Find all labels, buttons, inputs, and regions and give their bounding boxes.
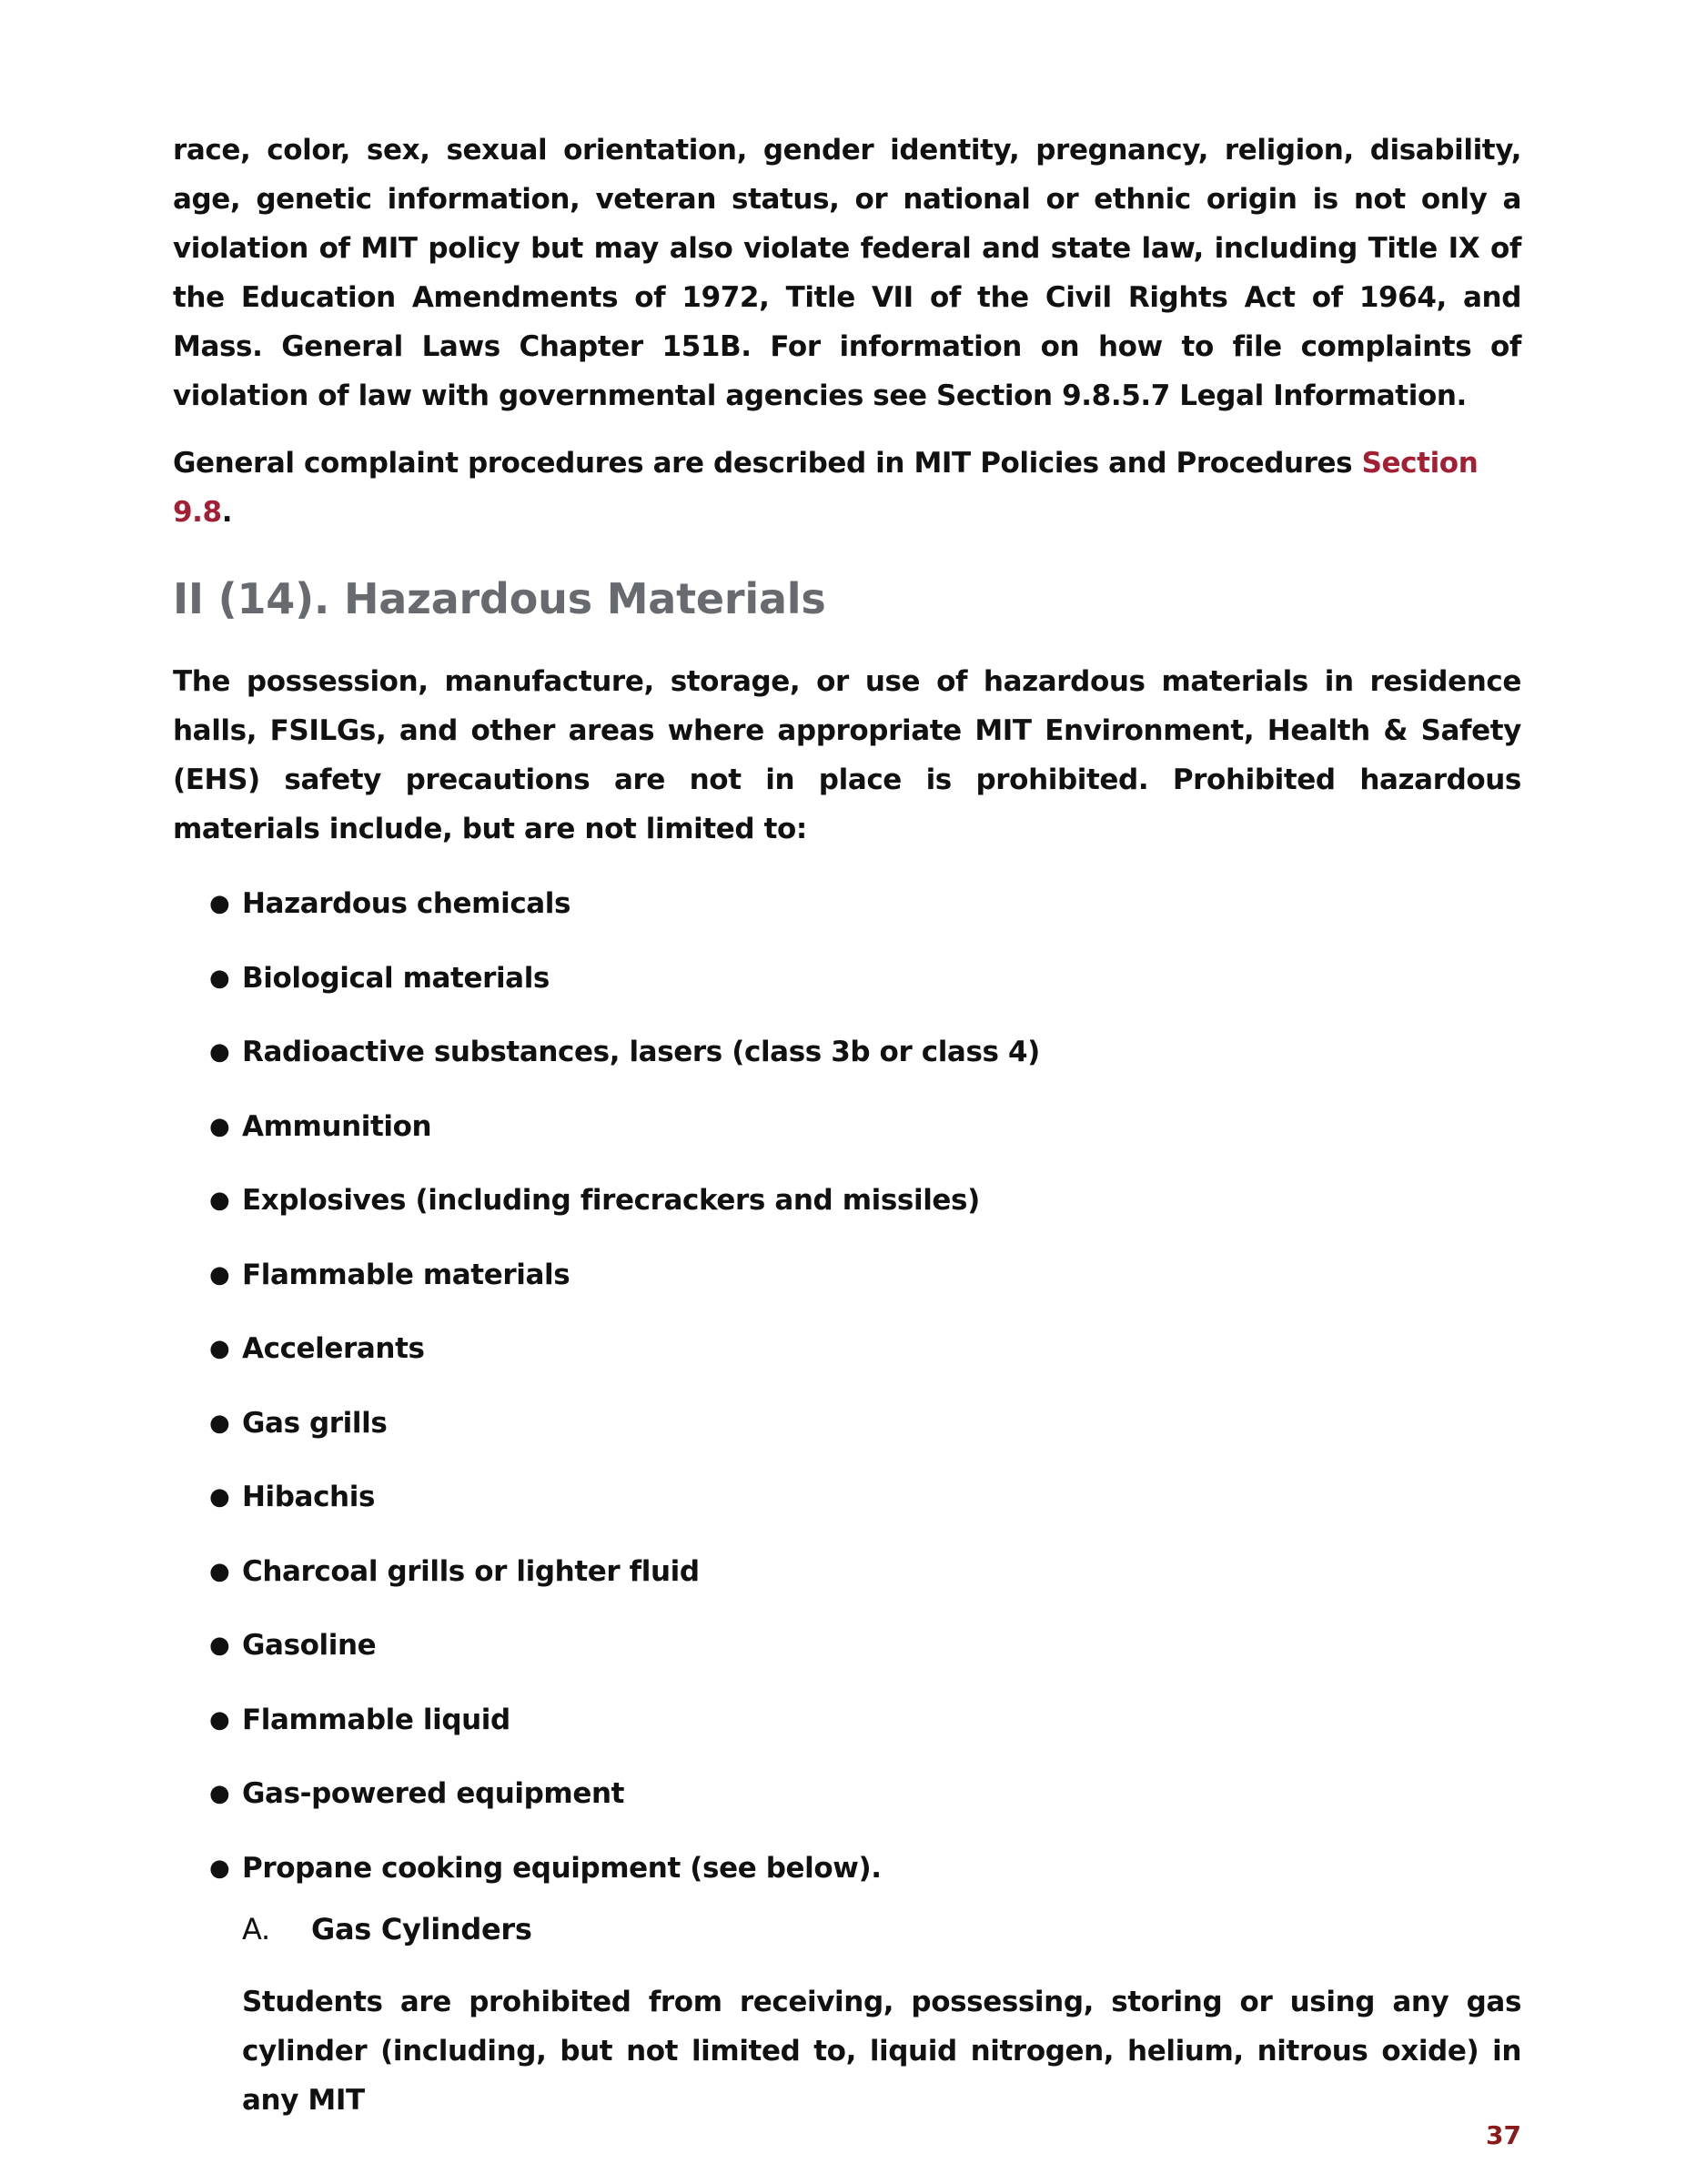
list-item (173, 1399, 1521, 1473)
subsection-letter: A. (242, 1912, 270, 1946)
bullet-icon: ● (209, 1187, 230, 1214)
section-heading-hazardous-materials: II (14). Hazardous Materials (173, 574, 826, 623)
paragraph-gas-cylinders: Students are prohibited from receiving, possessing, storing or using any gas cylinder (including, but not limited to, liquid nitrogen, helium, nitrous oxide) in any MIT (242, 1986, 1521, 2117)
page-number: 37 (1486, 2120, 1521, 2150)
paragraph-hazardous-materials-intro: The possession, manufacture, storage, or use of hazardous materials in residence halls, FSILGs, and other areas where appropriate MIT Environment, Health & Safety (EHS) safety precautions are not in place is prohibited. Prohibited hazardous materials include, but are not limited to: (173, 665, 1521, 845)
list-item (173, 1324, 1521, 1399)
list-item-label: Gasoline (242, 1629, 377, 1662)
bullet-icon: ● (209, 1854, 230, 1882)
list-item-label: Charcoal grills or lighter fluid (242, 1554, 700, 1588)
bullet-icon: ● (209, 1260, 230, 1289)
bullet-icon: ● (209, 890, 230, 917)
bullet-icon: ● (209, 1632, 230, 1659)
list-item (173, 1621, 1521, 1695)
list-item (173, 1547, 1521, 1622)
bullet-icon: ● (209, 1038, 230, 1066)
list-item-label: Ammunition (242, 1109, 432, 1143)
bullet-icon: ● (209, 1335, 230, 1362)
list-item-label: Accelerants (242, 1332, 425, 1365)
list-item (173, 1176, 1521, 1250)
paragraph-complaint-procedures (173, 439, 1521, 537)
list-item-label: Biological materials (242, 961, 550, 995)
list-item-label: Hibachis (242, 1481, 376, 1513)
list-item (173, 1250, 1521, 1325)
bullet-icon: ● (209, 1112, 230, 1140)
list-item (173, 1472, 1521, 1547)
bullet-icon: ● (209, 1483, 230, 1511)
list-item-label: Explosives (including firecrackers and missiles) (242, 1184, 980, 1217)
bullet-icon: ● (209, 1780, 230, 1807)
list-item (173, 954, 1521, 1028)
complaint-procedures-period: . (221, 496, 233, 529)
hazard-list (173, 879, 1521, 1917)
list-item (173, 1102, 1521, 1177)
section-9-8-link[interactable]: Section 9.8 (173, 447, 1479, 529)
complaint-procedures-text: General complaint procedures are described in MIT Policies and Procedures (173, 447, 1362, 480)
list-item-label: Gas grills (242, 1406, 388, 1440)
list-item (173, 1695, 1521, 1770)
list-item-label: Gas-powered equipment (242, 1777, 625, 1810)
list-item (173, 879, 1521, 954)
subsection-title: Gas Cylinders (311, 1912, 532, 1946)
list-item (173, 1027, 1521, 1102)
list-item (173, 1769, 1521, 1844)
list-item-label: Flammable liquid (242, 1703, 510, 1736)
list-item-label: Radioactive substances, lasers (class 3b or class 4) (242, 1036, 1040, 1068)
bullet-icon: ● (209, 1557, 230, 1585)
list-item-label: Hazardous chemicals (242, 887, 571, 920)
list-item (173, 1844, 1521, 1918)
list-item-label: Propane cooking equipment (see below). (242, 1851, 882, 1885)
bullet-icon: ● (209, 1409, 230, 1437)
bullet-icon: ● (209, 964, 230, 992)
list-item-label: Flammable materials (242, 1258, 570, 1291)
bullet-icon: ● (209, 1705, 230, 1734)
paragraph-discrimination-law: race, color, sex, sexual orientation, gender identity, pregnancy, religion, disability, age, genetic information, veteran status, or national or ethnic origin is not only a violation of MIT policy but may also violate federal and state law, including Title IX of the Education Amendments of 1972, Title VII of the Civil Rights Act of 1964, and Mass. General Laws Chapter 151B. For information on how to file complaints of violation of law with governmental agencies see Section 9.8.5.7 Legal Information. (173, 134, 1521, 412)
document-page (173, 126, 1521, 2125)
